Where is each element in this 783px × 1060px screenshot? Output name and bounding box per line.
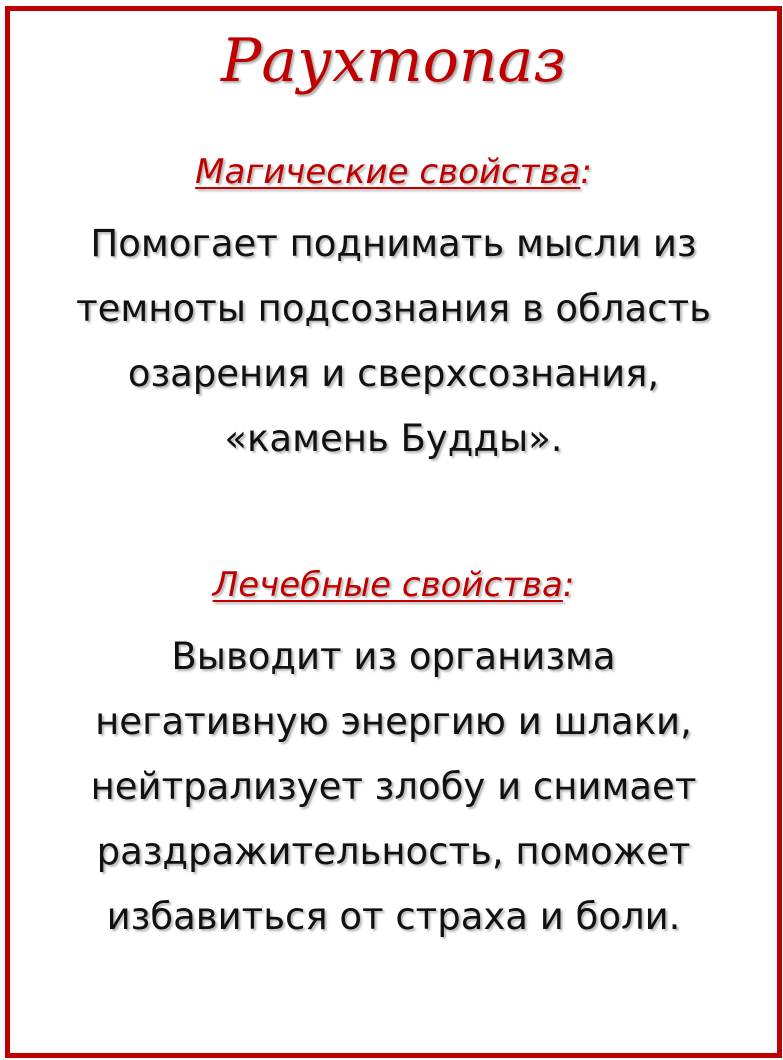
section-heading-label: Магические свойства (195, 152, 581, 192)
section-heading-label: Лечебные свойства (212, 565, 563, 605)
body-line: Помогает поднимать мысли из (90, 222, 697, 265)
body-line: раздражительность, поможет (96, 830, 691, 873)
info-card (5, 6, 782, 1058)
section-heading-magic (10, 147, 777, 197)
section-heading-colon: : (562, 565, 575, 605)
section-heading-healing (10, 560, 777, 610)
body-line: «камень Будды». (224, 417, 563, 460)
section-body-magic (10, 211, 777, 471)
body-line: озарения и сверхсознания, (127, 352, 660, 395)
body-line: Выводит из организма (171, 635, 616, 678)
body-line: негативную энергию и шлаки, (95, 700, 692, 743)
page-title: Раухтопаз (221, 26, 566, 96)
section-heading-colon: : (580, 152, 592, 192)
body-line: темноты подсознания в область (76, 287, 711, 330)
section-body-healing (10, 624, 777, 949)
body-line: нейтрализует злобу и снимает (90, 765, 697, 808)
body-line: избавиться от страха и боли. (106, 895, 681, 938)
